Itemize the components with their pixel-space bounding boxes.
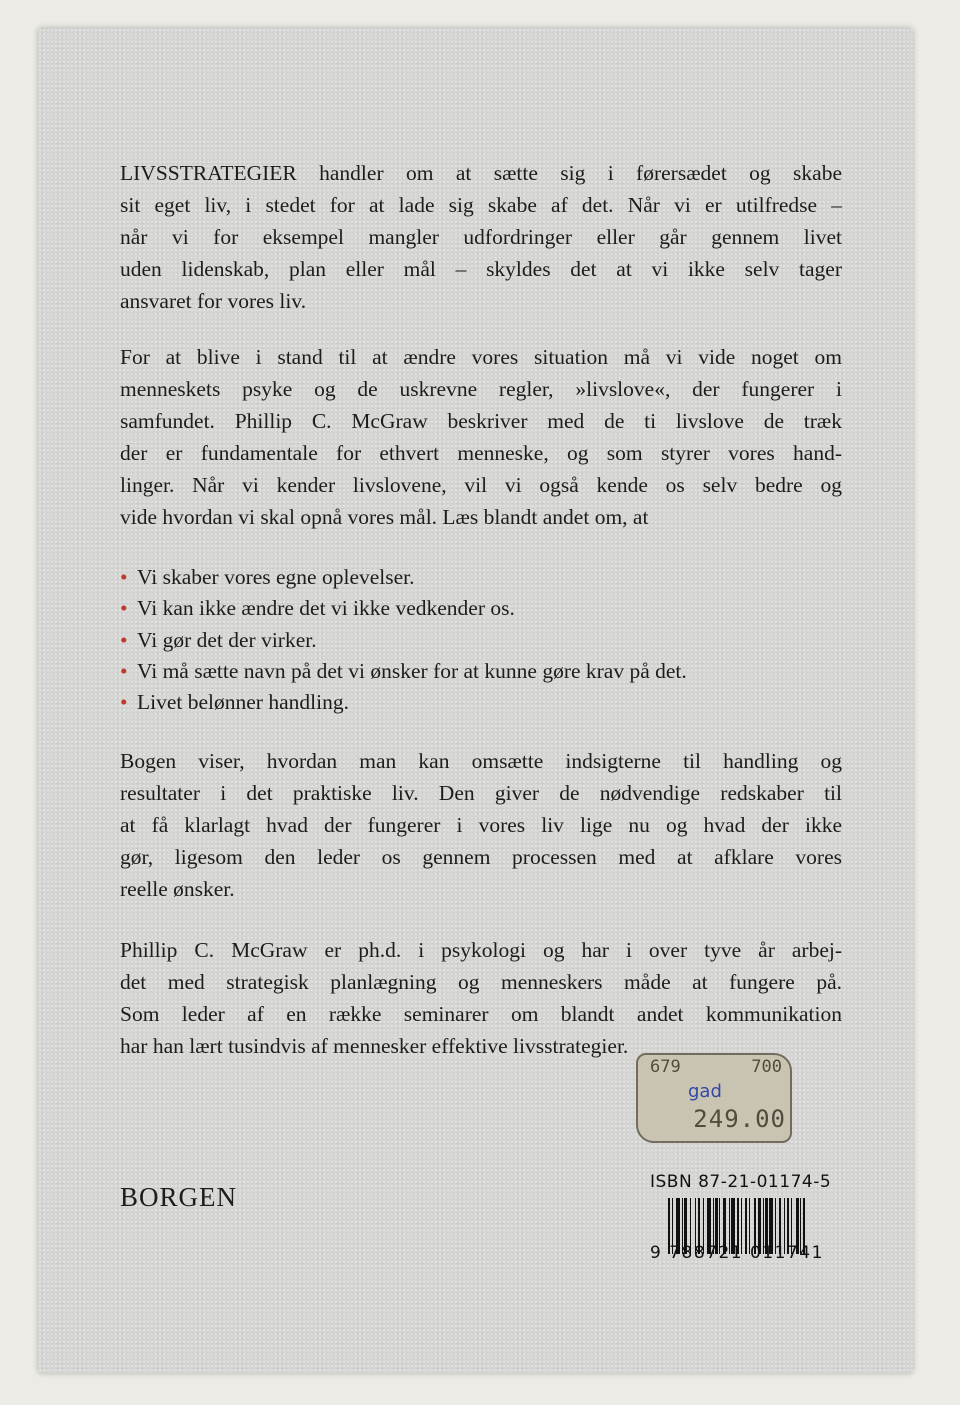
text-line: det med strategisk planlægning og menneskers måde at fungere på. <box>120 970 842 994</box>
list-item-text: Vi skaber vores egne oplevelser. <box>137 565 415 589</box>
bullet-icon: • <box>120 565 128 589</box>
list-item <box>120 625 687 656</box>
publisher-logo: BORGEN <box>120 1182 238 1212</box>
list-item-text: Vi kan ikke ændre det vi ikke vedkender os. <box>137 596 515 621</box>
blurb-paragraph-2 <box>120 341 842 533</box>
list-item <box>120 562 687 593</box>
text-line: gør, ligesom den leder os gennem processen med at afklare vores <box>120 845 842 869</box>
text-line: der er fundamentale for ethvert menneske, og som styrer vores hand- <box>120 441 842 465</box>
text-line: at få klarlagt hvad der fungerer i vores liv lige nu og hvad der ikke <box>120 813 842 837</box>
bullet-icon: • <box>120 627 128 652</box>
text-line: har han lært tusindvis af mennesker effektive livsstrategier. <box>120 1034 629 1058</box>
text-line: sit eget liv, i stedet for at lade sig skabe af det. Når vi er utilfredse – <box>120 193 842 217</box>
text-line: Som leder af en række seminarer om blandt andet kommunikation <box>120 1002 842 1026</box>
text-line: menneskets psyke og de uskrevne regler, »livslove«, der fungerer i <box>120 377 842 401</box>
text-line: samfundet. Phillip C. McGraw beskriver med de ti livslove de træk <box>120 409 842 433</box>
shop-stamp: gad <box>688 1081 722 1102</box>
list-item <box>120 687 687 718</box>
text-line: ansvaret for vores liv. <box>120 289 307 313</box>
price-sticker <box>636 1053 792 1143</box>
list-item-text: Vi må sætte navn på det vi ønsker for at kunne gøre krav på det. <box>137 658 687 683</box>
text-line: Bogen viser, hvordan man kan omsætte indsigterne til handling og <box>120 749 842 773</box>
blurb-paragraph-3 <box>120 745 842 905</box>
bullet-icon: • <box>120 658 128 683</box>
author-bio <box>120 934 842 1062</box>
ean-number: 9 788721 011741 <box>650 1243 824 1263</box>
price: 249.00 <box>693 1105 786 1133</box>
bullet-icon: • <box>120 690 128 715</box>
list-item <box>120 656 687 687</box>
text-line: vide hvordan vi skal opnå vores mål. Læs blandt andet om, at <box>120 505 649 529</box>
text-line: når vi for eksempel mangler udfordringer eller går gennem livet <box>120 225 842 249</box>
text-line: Phillip C. McGraw er ph.d. i psykologi og har i over tyve år arbej- <box>120 938 842 962</box>
text-line: For at blive i stand til at ændre vores situation må vi vide noget om <box>120 345 842 369</box>
list-item <box>120 593 687 624</box>
sticker-code-left: 679 <box>650 1057 681 1077</box>
sticker-code-right: 700 <box>751 1057 782 1077</box>
text-line: reelle ønsker. <box>120 877 235 901</box>
list-item-text: Vi gør det der virker. <box>137 627 317 652</box>
text-line: resultater i det praktiske liv. Den giver de nødvendige redskaber til <box>120 781 842 805</box>
text-line: linger. Når vi kender livslovene, vil vi også kende os selv bedre og <box>120 473 842 497</box>
isbn-label: ISBN 87-21-01174-5 <box>650 1172 832 1192</box>
text-line: uden lidenskab, plan eller mål – skyldes det at vi ikke selv tager <box>120 257 842 281</box>
text-line: LIVSSTRATEGIER handler om at sætte sig i førersædet og skabe <box>120 161 842 185</box>
bullet-list <box>120 562 687 718</box>
blurb-paragraph-1 <box>120 157 842 317</box>
list-item-text: Livet belønner handling. <box>137 690 349 715</box>
bullet-icon: • <box>120 596 128 621</box>
